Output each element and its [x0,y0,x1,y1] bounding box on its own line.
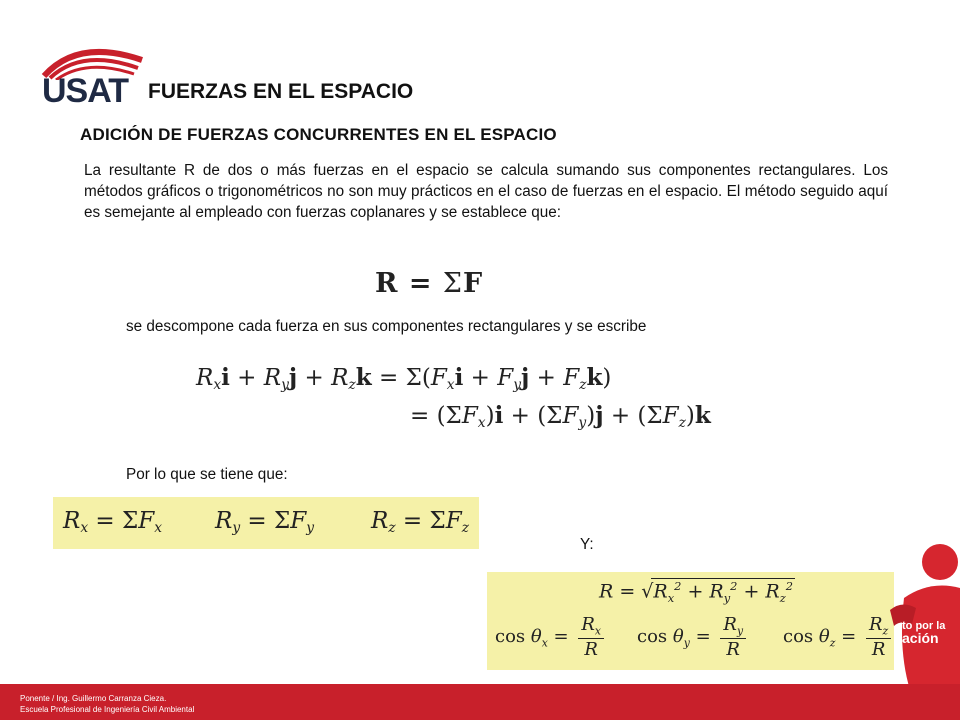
decompose-text: se descompone cada fuerza en sus componentes rectangulares y se escribe [126,318,647,335]
section-subtitle: ADICIÓN DE FUERZAS CONCURRENTES EN EL ESPACIO [80,125,557,144]
logo-wordmark: USAT [42,72,129,110]
intro-paragraph: La resultante R de dos o más fuerzas en el espacio se calcula sumando sus componentes rectangulares. Los métodos gráficos o trigonométricos no son muy prácticos en el caso de fuerzas en el espacio. El método seguido aquí es semejante al empleado con fuerzas coplanares y se establece que: [84,162,888,221]
usat-logo [38,40,148,110]
equation-cos-z: $\cos \theta_z$ = $\frac{R_z}{R}$ [783,614,891,660]
mascot-figure [890,540,960,690]
equation-cos-x: $\cos \theta_x$ = $\frac{R_x}{R}$ [495,614,604,660]
y-label: Y: [580,536,594,553]
footer-bar [0,684,960,720]
mascot-sign-line2: ación [902,630,939,646]
equation-components: $R_xi + R_yj + R_zk = \Sigma(F_xi + F_yj + F_zk)$ = $(\Sigma F_x)i + (\Sigma F_y)j + (\Sigma F_z)k$ [196,364,711,431]
equation-ry: $R_y = \Sigma F_y$ [215,508,315,536]
footer-school: Escuela Profesional de Ingeniería Civil Ambiental [20,705,195,714]
equation-magnitude: $R = √R_x^2 + R_y^2 + R_z^2$ [599,579,793,606]
mascot-sign [902,620,945,646]
equation-resultant: R = ΣF [375,268,484,299]
magnitude-direction-box [487,572,894,670]
component-sums-box [53,497,479,549]
equation-rz: $R_z = \Sigma F_z$ [371,508,470,536]
equation-cos-y: $\cos \theta_y$ = $\frac{R_y}{R}$ [637,614,746,660]
therefore-text: Por lo que se tiene que: [126,466,288,483]
footer-speaker: Ponente / Ing. Guillermo Carranza Cieza. [20,694,167,703]
page-title: FUERZAS EN EL ESPACIO [148,80,414,103]
mascot-sign-line1: to por la [902,620,946,632]
equation-rx: $R_x = \Sigma F_x$ [63,508,163,536]
